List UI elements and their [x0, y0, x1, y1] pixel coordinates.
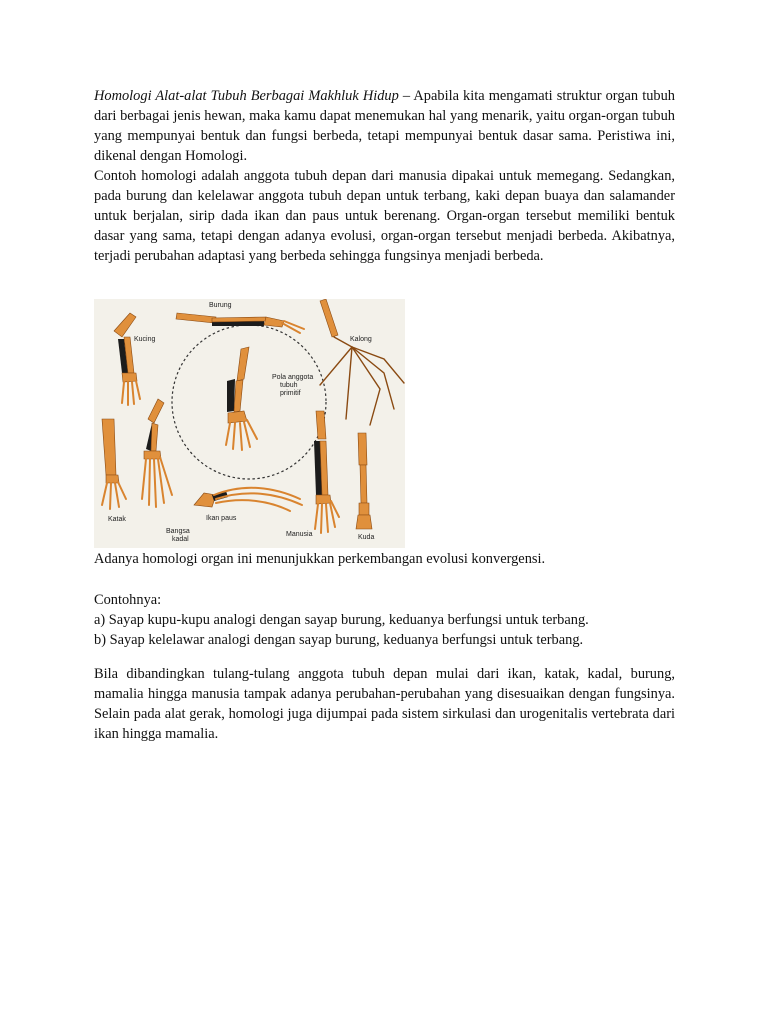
- label-bangsa-kadal-2: kadal: [172, 536, 189, 543]
- label-kalong: Kalong: [350, 336, 372, 343]
- examples-heading: Contohnya:: [94, 592, 162, 608]
- intro-paragraph: [94, 86, 675, 166]
- label-center-2: tubuh: [280, 382, 298, 389]
- comparison-paragraph: Bila dibandingkan tulang-tulang anggota tubuh depan mulai dari ikan, katak, kadal, burung, mamalia hingga manusia tampak adanya perubahan-perubahan yang disesuaikan dengan fungsinya. Selain pada alat gerak, homologi juga dijumpai pada sistem sirkulasi dan urogenitalis vertebrata dari ikan hingga mamalia.: [94, 666, 675, 742]
- homology-limbs-figure: [94, 299, 405, 548]
- comparison-section: [94, 664, 675, 744]
- convergence-paragraph: Adanya homologi organ ini menunjukkan perkembangan evolusi konvergensi.: [94, 551, 546, 567]
- intro-dash: –: [398, 88, 414, 104]
- label-kucing: Kucing: [134, 336, 156, 343]
- label-bangsa-kadal-1: Bangsa: [166, 528, 190, 535]
- homology-example-paragraph: Contoh homologi adalah anggota tubuh depan dari manusia dipakai untuk memegang. Sedangkan, pada burung dan kelelawar anggota tubuh depan untuk terbang, kaki depan buaya dan salamander untuk berjalan, sirip dada ikan dan paus untuk berenang. Organ-organ tersebut memiliki bentuk dasar yang sama, tetapi dengan adanya evolusi, organ-organ tersebut menjadi berbeda. Akibatnya, terjadi perubahan adaptasi yang berbeda sehingga fungsinya menjadi berbeda.: [94, 168, 675, 264]
- intro-title: Homologi Alat-alat Tubuh Berbagai Makhluk Hidup: [94, 88, 399, 104]
- label-center-3: primitif: [280, 390, 301, 397]
- intro-text: Apabila kita mengamati struktur organ tubuh dari berbagai jenis hewan, maka kamu dapat menemukan hal yang menarik, yaitu organ-organ tubuh yang mempunyai bentuk dan fungsi berbeda, tetapi mempunyai bentuk dasar sama. Peristiwa ini, dikenal dengan Homologi.: [94, 88, 675, 164]
- examples-section: [94, 590, 675, 650]
- intro-section: [94, 86, 675, 266]
- label-burung: Burung: [209, 302, 232, 309]
- label-katak: Katak: [108, 516, 126, 523]
- label-manusia: Manusia: [286, 531, 313, 538]
- label-ikan-paus: Ikan paus: [206, 515, 237, 522]
- homology-illustration: [94, 299, 405, 548]
- primitive-limb-drawing: [226, 347, 257, 450]
- label-kuda: Kuda: [358, 534, 375, 541]
- cat-limb-drawing: [114, 313, 140, 405]
- whale-fin-drawing: [194, 488, 302, 511]
- horse-limb-drawing: [356, 433, 372, 529]
- label-center-1: Pola anggota: [272, 374, 314, 381]
- example-item-b: b) Sayap kelelawar analogi dengan sayap burung, keduanya berfungsi untuk terbang.: [94, 632, 584, 648]
- example-item-a: a) Sayap kupu-kupu analogi dengan sayap burung, keduanya berfungsi untuk terbang.: [94, 612, 589, 628]
- human-arm-drawing: [314, 411, 339, 533]
- lizard-limb-drawing: [142, 399, 172, 507]
- bird-wing-drawing: [176, 313, 304, 333]
- bat-wing-drawing: [320, 299, 404, 425]
- frog-limb-drawing: [102, 419, 126, 509]
- convergence-section: [94, 549, 675, 569]
